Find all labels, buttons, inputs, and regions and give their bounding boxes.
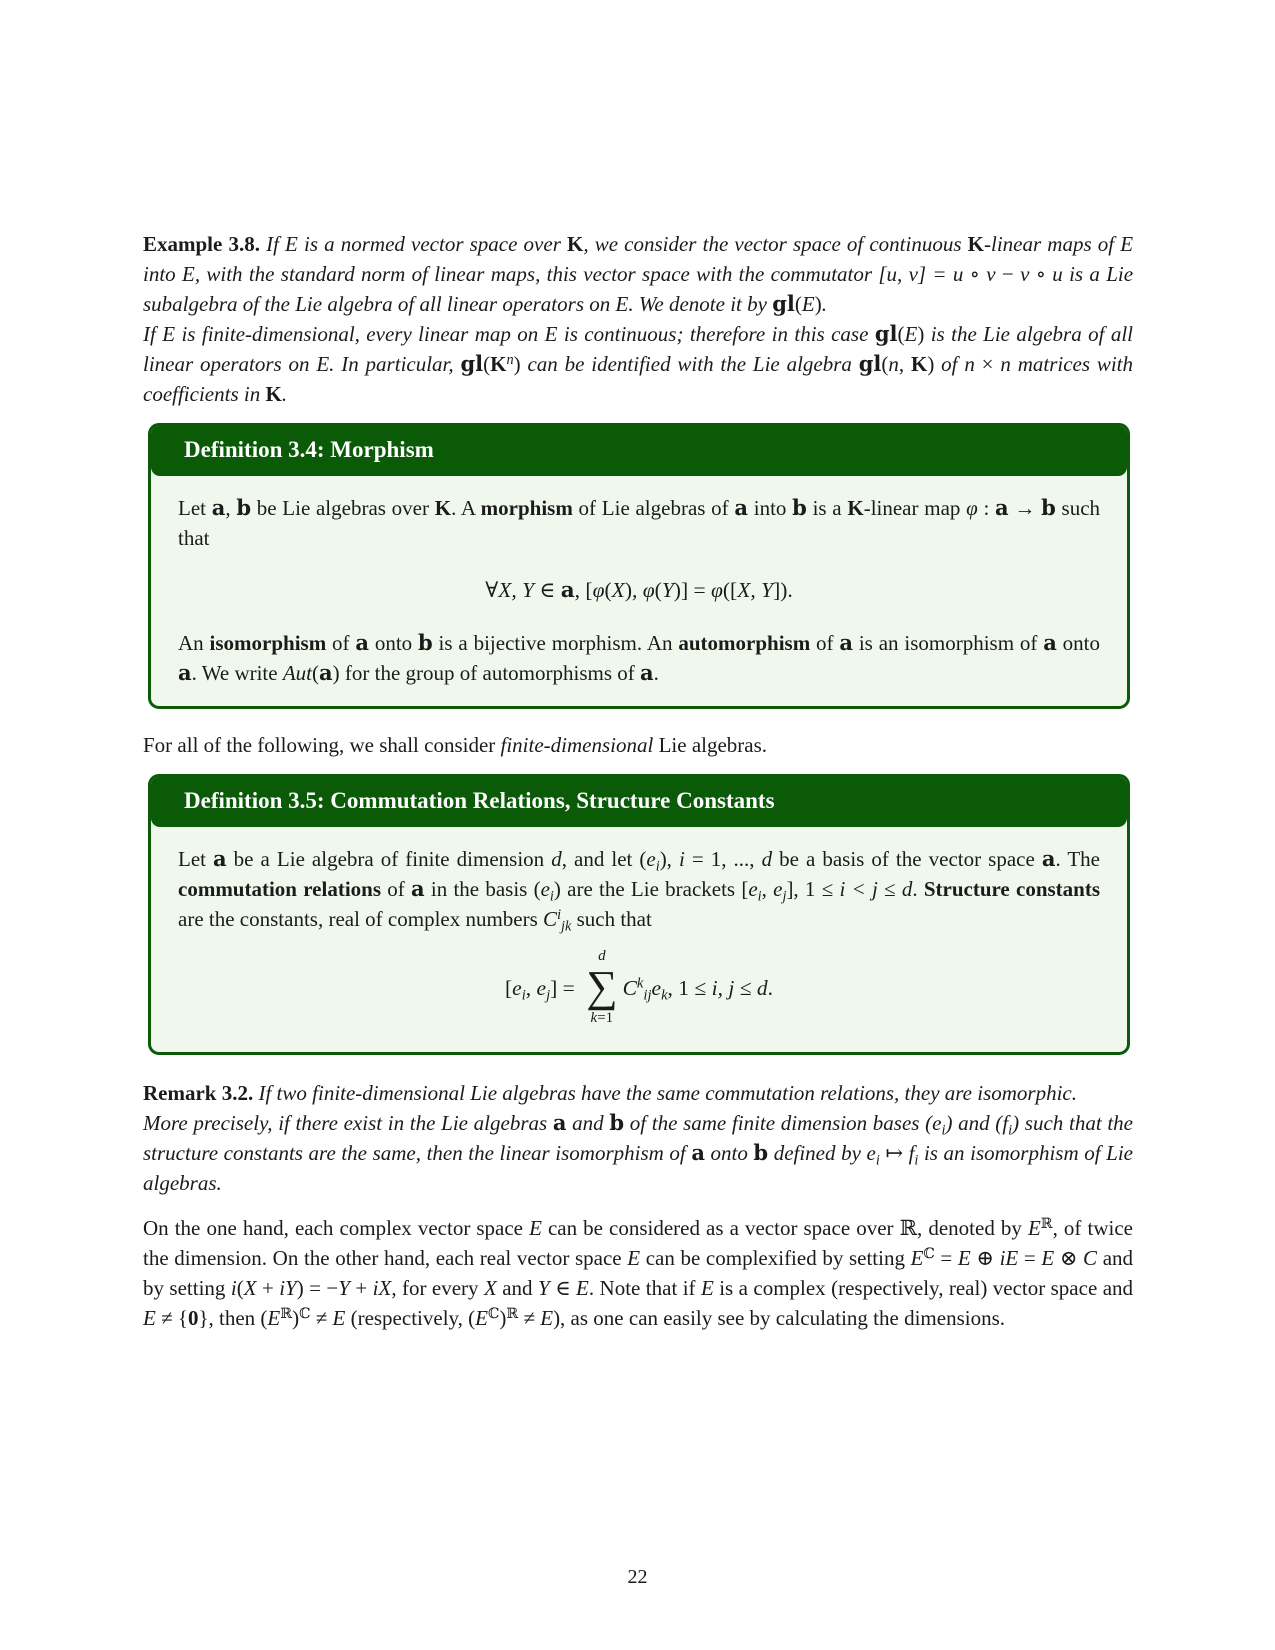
definition-3-5-text: Let a be a Lie algebra of finite dimension d, and let $(e_i)$, i = 1, ..., d be a basis of the vector space a. The commutation relations of a in the basis $(e_i)$ are the Lie brackets [$e_i$, $e_j$], 1 ≤ i < j ≤ d. Structure constants are the constants, real of complex numbers $C^i_{jk}$ such that bbox=[178, 846, 1101, 935]
definition-3-5-body bbox=[151, 827, 1127, 1052]
closing-paragraph: On the one hand, each complex vector space E can be considered as a vector space over ℝ, denoted by $E^ℝ$, of twice the dimension. On the other hand, each real vector space E can be complexified by setting $E^ℂ = E$ ⊕ iE = E ⊗ C and by setting i(X + iY) = −Y + iX, for every X and Y ∈ E. Note that if E is a complex (respectively, real) vector space and E ≠ {0}, then $(E^ℝ)^ℂ \ne E$ (respectively, $(E^ℂ)^ℝ \ne E$), as one can easily see by calculating the dimensions. bbox=[143, 1215, 1134, 1330]
definition-3-4-text-2: An isomorphism of a onto b is a bijective morphism. An automorphism of a is an isomorphism of a onto a. We write Aut(a) for the group of automorphisms of a. bbox=[178, 630, 1101, 685]
example-3-8-paragraph-2: If E is finite-dimensional, every linear map on E is continuous; therefore in this case gl(E) is the Lie algebra of all linear operators on E. In particular, $gl(K^n)$ can be identified with the Lie algebra gl(n, K) of n × n matrices with coefficients in K. bbox=[143, 321, 1134, 406]
definition-3-5-box bbox=[148, 774, 1130, 1055]
page-content bbox=[143, 229, 1133, 1333]
sum-upper-limit: d bbox=[598, 948, 606, 964]
equation-rhs: $C^k_{ij}e_k$, 1 ≤ i, j ≤ d. bbox=[622, 975, 773, 1004]
example-3-8-paragraph-1: Example 3.8. If E is a normed vector space over K, we consider the vector space of continuous K-linear maps of E into E, with the standard norm of linear maps, this vector space with the commutator [u, v] = u ∘ v − v ∘ u is a Lie subalgebra of the Lie algebra of all linear operators on E. We denote it by gl(E). bbox=[143, 232, 1134, 316]
definition-3-4-title: Definition 3.4: Morphism bbox=[151, 426, 1127, 476]
definition-3-4-body bbox=[151, 476, 1127, 706]
definition-3-4-text-1: Let a, b be Lie algebras over K. A morphism of Lie algebras of a into b is a K-linear map φ : a → b such that bbox=[178, 495, 1101, 550]
page-number: 22 bbox=[627, 1566, 648, 1588]
sum-lower-limit: k=1 bbox=[590, 1010, 614, 1026]
definition-3-5-title: Definition 3.5: Commutation Relations, Structure Constants bbox=[151, 777, 1127, 827]
interlude-paragraph: For all of the following, we shall consider finite-dimensional Lie algebras. bbox=[143, 733, 768, 757]
equation-lhs: [$e_i$, $e_j$] = bbox=[505, 975, 581, 1004]
remark-3-2-paragraph-2: More precisely, if there exist in the Lie algebras a and b of the same finite dimension bases $(e_i)$ and $(f_i)$ such that the structure constants are the same, then the linear isomorphism of a onto b defined by $e_i$ ↦ $f_i$ is an isomorphism of Lie algebras. bbox=[143, 1110, 1133, 1195]
morphism-equation: ∀X, Y ∈ a, [φ(X), φ(Y)] = φ([X, Y]). bbox=[485, 578, 793, 603]
structure-constants-equation bbox=[178, 948, 1100, 1032]
remark-3-2-paragraph-1: Remark 3.2. If two finite-dimensional Lie algebras have the same commutation relations, they are isomorphic. bbox=[143, 1081, 1077, 1105]
sigma-symbol: ∑ bbox=[586, 962, 618, 1011]
summation-symbol bbox=[586, 948, 617, 1026]
definition-3-4-box bbox=[148, 423, 1130, 709]
